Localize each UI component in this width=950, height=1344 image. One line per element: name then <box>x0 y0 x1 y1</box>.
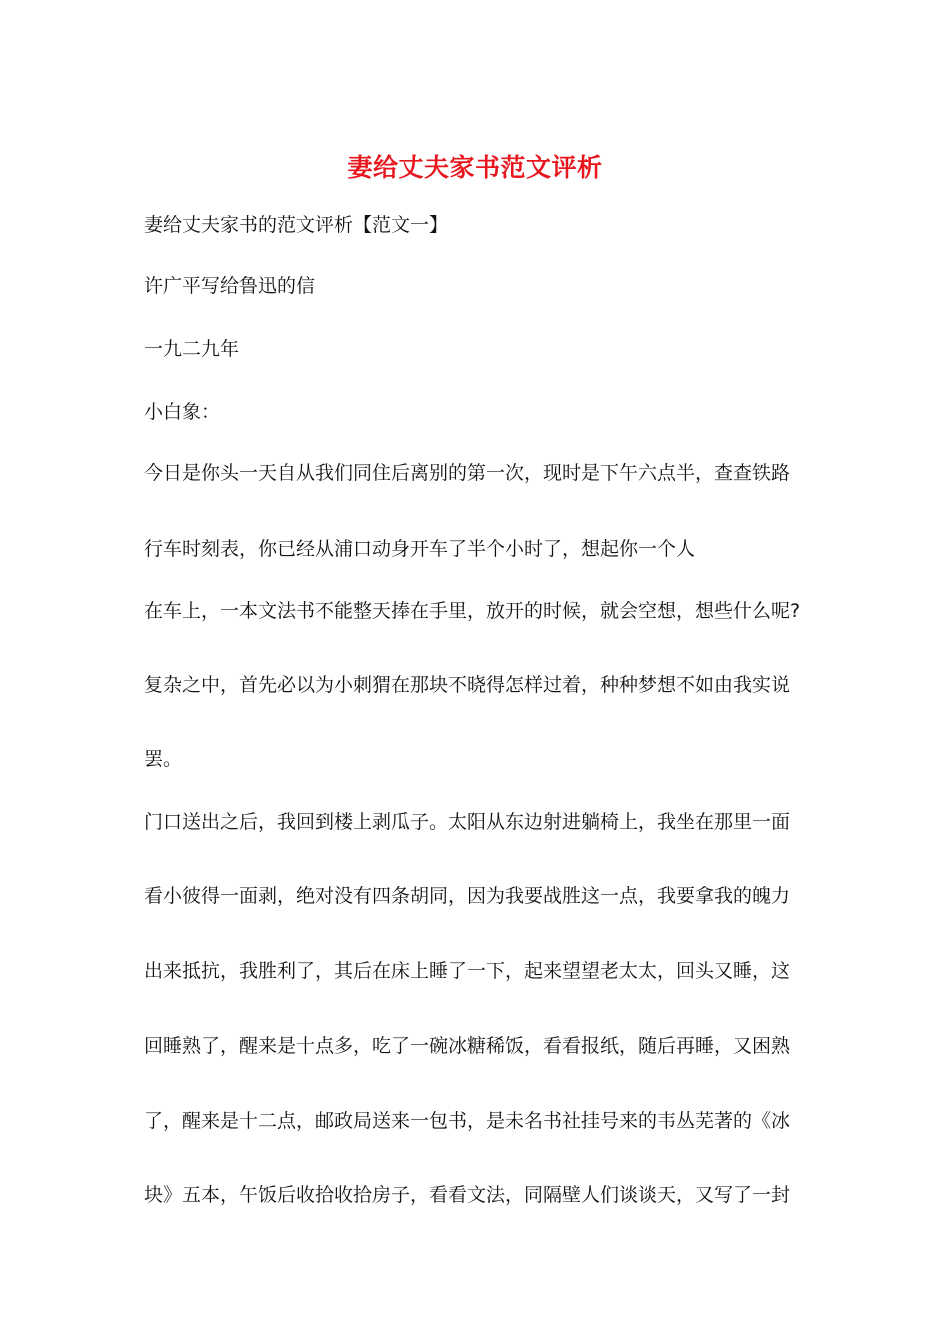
paragraph-line: 门口送出之后，我回到楼上剥瓜子。太阳从东边射进躺椅上，我坐在那里一面 <box>144 811 791 833</box>
paragraph-line: 出来抵抗，我胜利了，其后在床上睡了一下，起来望望老太太，回头又睡，这 <box>144 960 791 982</box>
paragraph-line: 一九二九年 <box>144 338 240 360</box>
paragraph-line: 了，醒来是十二点，邮政局送来一包书，是未名书社挂号来的韦丛芜著的《冰 <box>144 1110 791 1132</box>
paragraph-line: 行车时刻表，你已经从浦口动身开车了半个小时了，想起你一个人 <box>144 538 696 560</box>
paragraph-line: 在车上，一本文法书不能整天捧在手里，放开的时候，就会空想，想些什么呢? <box>144 600 801 622</box>
paragraph-line: 块》五本，午饭后收拾收拾房子，看看文法，同隔壁人们谈谈天，又写了一封 <box>144 1184 791 1206</box>
paragraph-line: 回睡熟了，醒来是十点多，吃了一碗冰糖稀饭，看看报纸，随后再睡，又困熟 <box>144 1035 791 1057</box>
paragraph-line: 今日是你头一天自从我们同住后离别的第一次，现时是下午六点半，查查铁路 <box>144 462 791 484</box>
paragraph-line: 复杂之中，首先必以为小刺猬在那块不晓得怎样过着，种种梦想不如由我实说 <box>144 674 791 696</box>
paragraph-line: 罢。 <box>144 748 183 770</box>
paragraph-line: 看小彼得一面剥，绝对没有四条胡同，因为我要战胜这一点，我要拿我的魄力 <box>144 885 791 907</box>
paragraph-line: 小白象： <box>144 401 221 423</box>
paragraph-line: 妻给丈夫家书的范文评析【范文一】 <box>144 214 449 236</box>
document-title: 妻给丈夫家书范文评析 <box>347 153 603 182</box>
paragraph-line: 许广平写给鲁迅的信 <box>144 275 316 297</box>
